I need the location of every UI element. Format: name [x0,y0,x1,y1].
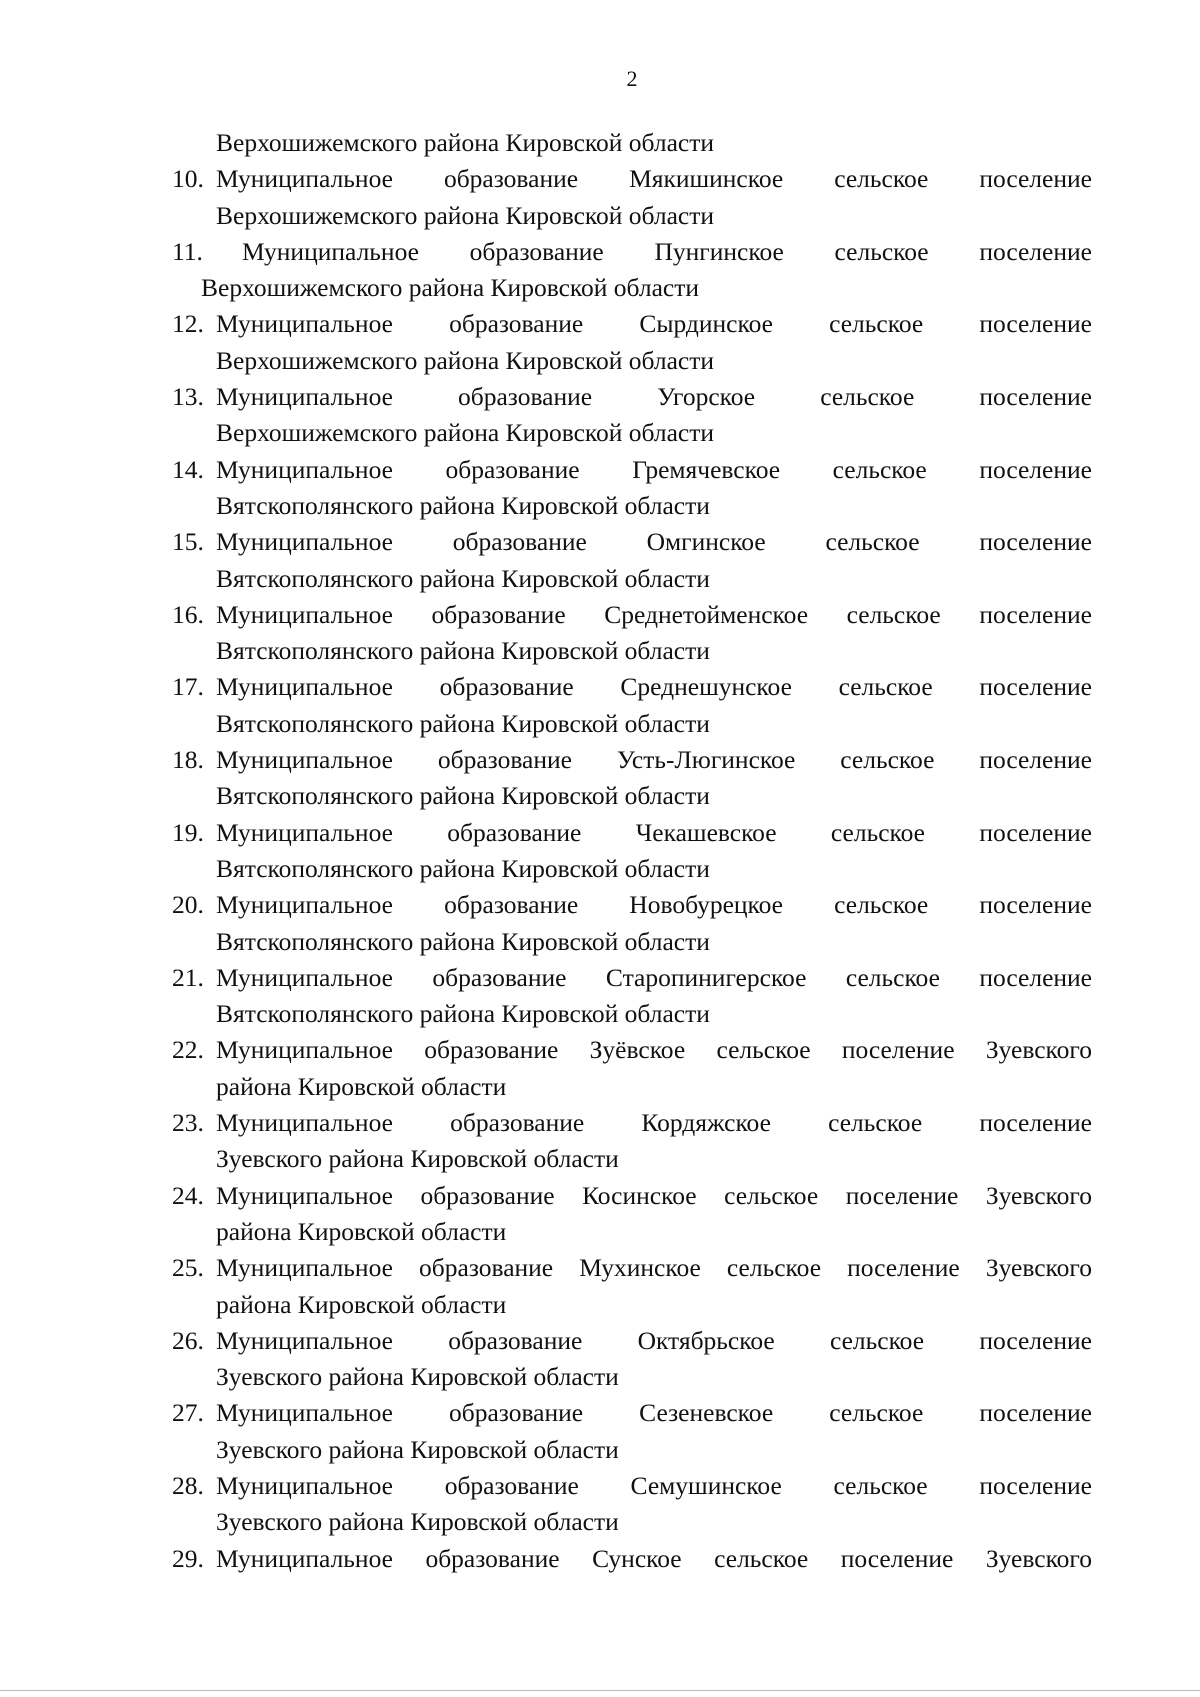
list-item-word: Кордяжское [641,1108,771,1138]
list-item-word: Мухинское [579,1253,701,1283]
list-item-number: 24. [172,1180,204,1210]
list-item-number: 18. [172,745,204,775]
list-item-number: 14. [172,454,204,484]
municipality-list [172,125,1092,1577]
list-item-word: образование [450,1108,585,1138]
list-item-word: сельское [838,672,933,702]
list-item-second-line: Вятскополянского района Кировской области [216,563,710,593]
list-item-word: сельское [830,817,925,847]
list-item-word: сельское [724,1180,819,1210]
list-item-word: образование [449,1398,584,1428]
list-item-number: 21. [172,962,204,992]
list-item-word: сельское [716,1035,811,1065]
list-item-first-line [172,1250,1092,1286]
list-item-word: Муниципальное [216,1108,393,1138]
list-item-word: сельское [833,1470,928,1500]
list-item [172,1032,1092,1105]
list-item-word: образование [449,309,584,339]
list-item-number: 13. [172,382,204,412]
list-item-word: Муниципальное [216,1398,393,1428]
list-item-word: Муниципальное [242,236,419,266]
list-item-second-line: Зуевского района Кировской области [216,1362,619,1392]
list-item-word: поселение [845,1180,959,1210]
list-item-word: сельское [829,1398,924,1428]
list-item-word: Зуевского [985,1180,1092,1210]
list-item-word: поселение [979,672,1092,702]
list-item-first-line [172,1323,1092,1359]
list-item-number: 25. [172,1253,204,1283]
list-item-word: поселение [840,1543,954,1573]
list-item-word: сельское [834,164,929,194]
list-item-number: 26. [172,1325,204,1355]
list-item [172,597,1092,670]
list-item-word: образование [458,382,593,412]
list-item [172,1323,1092,1396]
list-item-number: 28. [172,1470,204,1500]
list-item-word: Омгинское [646,527,766,557]
list-item-first-line [172,379,1092,415]
list-item-word: образование [447,817,582,847]
list-item-word: Муниципальное [216,527,393,557]
list-item-first-line [172,1178,1092,1214]
list-item [172,306,1092,379]
list-item-word: сельское [714,1543,809,1573]
list-item-word: Сезеневское [639,1398,774,1428]
list-item [172,742,1092,815]
list-item-word: поселение [979,1470,1092,1500]
list-item-word: Сырдинское [639,309,773,339]
list-item [172,524,1092,597]
list-item-word: Сунское [592,1543,682,1573]
list-item-first-line [172,887,1092,923]
list-item-word: образование [419,1253,554,1283]
list-item-word: Гремячевское [632,454,781,484]
list-item-number: 29. [172,1543,204,1573]
list-item-number: 12. [172,309,204,339]
list-item-number: 19. [172,817,204,847]
list-item-number: 20. [172,890,204,920]
list-item-second-line: Зуевского района Кировской области [216,1434,619,1464]
list-item-first-line [172,524,1092,560]
list-item-second-line: района Кировской области [216,1289,507,1319]
list-item-word: образование [432,962,567,992]
list-item-number: 11. [172,236,203,266]
list-item [172,815,1092,888]
list-item-second-line: Вятскополянского района Кировской области [216,708,710,738]
list-item-word: сельское [834,890,929,920]
list-item-number: 10. [172,164,204,194]
list-item-word: поселение [979,382,1092,412]
list-item-word: Зуёвское [589,1035,686,1065]
list-item-second-line: района Кировской области [216,1071,507,1101]
list-item-word: образование [424,1035,559,1065]
list-item [172,1178,1092,1251]
list-item [172,887,1092,960]
list-item [172,1105,1092,1178]
list-item-first-line [172,597,1092,633]
list-item-word: сельское [829,309,924,339]
list-item-word: образование [448,1325,583,1355]
list-item [172,1468,1092,1541]
list-item-second-line: Вятскополянского района Кировской области [216,999,710,1029]
list-item [172,161,1092,234]
list-item-number: 15. [172,527,204,557]
list-item [172,960,1092,1033]
list-item-word: Муниципальное [216,817,393,847]
list-item-word: Среднетойменское [604,599,809,629]
list-item-word: образование [437,745,572,775]
list-item-word: поселение [979,164,1092,194]
list-item-word: Косинское [582,1180,697,1210]
list-item-word: Муниципальное [216,309,393,339]
list-item-word: образование [431,599,566,629]
list-item-second-line: Вятскополянского района Кировской области [216,853,710,883]
list-item-first-line [172,1105,1092,1141]
list-item-word: образование [425,1543,560,1573]
list-item-number: 22. [172,1035,204,1065]
continuation-line: Верхошижемского района Кировской области [216,128,715,157]
list-item [172,234,1092,307]
list-item-word: поселение [979,599,1092,629]
list-item-word: поселение [979,454,1092,484]
list-item [172,379,1092,452]
list-item-first-line [172,161,1092,197]
list-item-second-line: Верхошижемского района Кировской области [216,418,715,448]
list-item-first-line [172,742,1092,778]
list-item-number: 17. [172,672,204,702]
list-item-word: Муниципальное [216,164,393,194]
list-item [172,1395,1092,1468]
list-item-first-line [172,960,1092,996]
list-item-word: Чекашевское [635,817,777,847]
list-item-word: Среднешунское [620,672,792,702]
list-item-word: образование [469,236,604,266]
list-item-word: Муниципальное [216,1035,393,1065]
list-item-word: Муниципальное [216,599,393,629]
list-item-word: поселение [979,1325,1092,1355]
list-item-word: Муниципальное [216,1543,393,1573]
list-item-word: сельское [832,454,927,484]
list-item-word: сельское [840,745,935,775]
list-item-word: Пунгинское [654,236,784,266]
list-item [172,669,1092,742]
list-item-word: поселение [979,1108,1092,1138]
list-item-word: Муниципальное [216,1325,393,1355]
list-item-word: Муниципальное [216,382,393,412]
list-item-word: Муниципальное [216,1253,393,1283]
list-item-word: Зуевского [985,1253,1092,1283]
list-item [172,1541,1092,1577]
list-item-word: поселение [979,236,1092,266]
list-item-word: Угорское [657,382,756,412]
list-item-word: поселение [979,817,1092,847]
list-item-word: поселение [979,527,1092,557]
list-item-word: поселение [979,1398,1092,1428]
list-item-word: поселение [841,1035,955,1065]
list-item-word: сельское [828,1108,923,1138]
list-item-word: Муниципальное [216,890,393,920]
list-item-word: Муниципальное [216,1470,393,1500]
list-item [172,452,1092,525]
list-item-second-line: Верхошижемского района Кировской области [201,273,700,303]
list-item-number: 27. [172,1398,204,1428]
list-item-word: сельское [820,382,915,412]
list-item-word: поселение [979,890,1092,920]
list-item-word: образование [452,527,587,557]
list-item-second-line: Вятскополянского района Кировской области [216,781,710,811]
scan-bottom-edge [0,1690,1200,1691]
list-item-word: Муниципальное [216,962,393,992]
list-item [172,1250,1092,1323]
list-item-word: Старопинигерское [605,962,807,992]
list-item-second-line: Вятскополянского района Кировской области [216,636,710,666]
list-item-word: поселение [979,745,1092,775]
list-item-word: Семушинское [630,1470,782,1500]
list-item-first-line [172,452,1092,488]
list-item-first-line [172,669,1092,705]
list-item-word: Зуевского [985,1035,1092,1065]
list-item-first-line [172,1032,1092,1068]
list-item-word: образование [444,1470,579,1500]
list-item-first-line [172,1468,1092,1504]
list-item-number: 23. [172,1108,204,1138]
list-item-word: Октябрьское [637,1325,775,1355]
list-item-word: поселение [979,962,1092,992]
list-item-word: сельское [829,1325,925,1355]
list-item-number: 16. [172,599,204,629]
list-item-word: сельское [845,962,940,992]
list-item-second-line: Зуевского района Кировской области [216,1507,619,1537]
list-item-second-line: Вятскополянского района Кировской области [216,926,710,956]
list-item-second-line: Зуевского района Кировской области [216,1144,619,1174]
list-item-word: сельское [846,599,941,629]
page-number: 2 [626,66,638,91]
list-item-word: Мякишинское [629,164,784,194]
list-item-word: сельское [825,527,920,557]
list-item-word: образование [439,672,574,702]
list-item-first-line [172,306,1092,342]
list-item-word: поселение [847,1253,960,1283]
list-item-word: Усть-Люгинское [616,745,796,775]
list-item-second-line: района Кировской области [216,1216,507,1246]
list-item-first-line [172,234,1092,270]
list-item-word: Новобурецкое [629,890,784,920]
list-item-word: Муниципальное [216,454,393,484]
list-item-word: образование [445,454,580,484]
list-item-word: поселение [979,309,1092,339]
list-item-word: Муниципальное [216,745,393,775]
list-item-second-line: Вятскополянского района Кировской области [216,490,710,520]
list-item-word: сельское [834,236,929,266]
list-item-second-line: Верхошижемского района Кировской области [216,200,715,230]
list-item-word: сельское [726,1253,822,1283]
list-item-first-line [172,1541,1092,1577]
list-item-first-line [172,1395,1092,1431]
list-item-first-line [172,815,1092,851]
list-item-word: Зуевского [985,1543,1092,1573]
list-item-word: образование [420,1180,555,1210]
list-item-second-line: Верхошижемского района Кировской области [216,345,715,375]
list-item-word: образование [443,164,579,194]
list-item-word: образование [444,890,579,920]
list-item-word: Муниципальное [216,672,393,702]
list-item-word: Муниципальное [216,1180,393,1210]
